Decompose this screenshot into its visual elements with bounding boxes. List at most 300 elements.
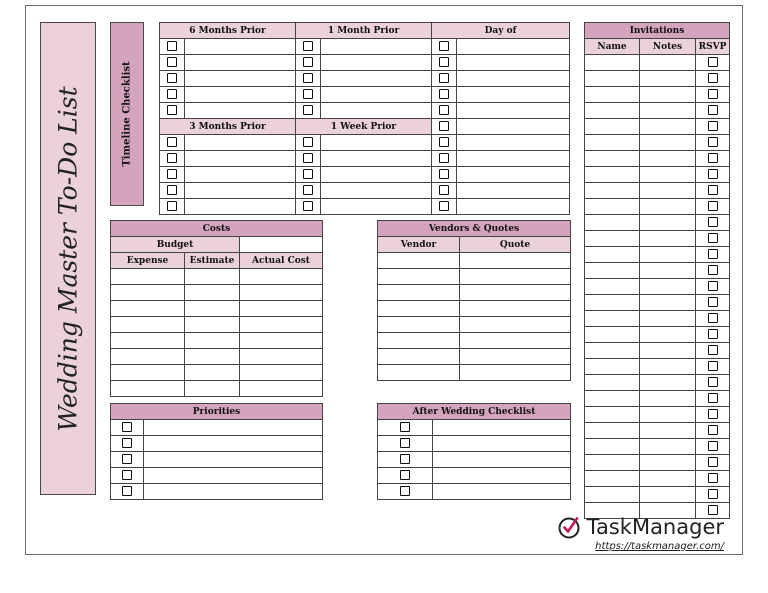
task-checkbox-cell[interactable] <box>296 55 321 71</box>
task-checkbox-cell[interactable] <box>432 119 457 135</box>
rsvp-checkbox-cell[interactable] <box>696 215 730 231</box>
guest-notes-cell[interactable] <box>640 455 696 471</box>
actual-cost-cell[interactable] <box>240 285 323 301</box>
guest-name-cell[interactable] <box>585 87 640 103</box>
priority-checkbox-cell[interactable] <box>111 420 144 436</box>
task-checkbox-cell[interactable] <box>160 183 185 199</box>
priority-checkbox-cell[interactable] <box>111 468 144 484</box>
checkbox[interactable] <box>400 470 410 480</box>
task-checkbox-cell[interactable] <box>296 103 321 119</box>
task-cell[interactable] <box>185 183 296 199</box>
actual-cost-cell[interactable] <box>240 317 323 333</box>
after-task-cell[interactable] <box>433 484 571 500</box>
vendor-row <box>378 317 571 333</box>
task-cell[interactable] <box>185 151 296 167</box>
checkbox[interactable] <box>708 345 718 355</box>
checkbox[interactable] <box>708 505 718 515</box>
vendor-cell[interactable] <box>378 253 460 269</box>
task-cell[interactable] <box>457 39 570 55</box>
rsvp-checkbox-cell[interactable] <box>696 487 730 503</box>
task-checkbox-cell[interactable] <box>432 39 457 55</box>
priority-cell[interactable] <box>144 452 323 468</box>
checkbox[interactable] <box>167 73 177 83</box>
rsvp-checkbox-cell[interactable] <box>696 199 730 215</box>
task-checkbox-cell[interactable] <box>432 151 457 167</box>
rsvp-checkbox-cell[interactable] <box>696 151 730 167</box>
checkbox[interactable] <box>122 486 132 496</box>
task-checkbox-cell[interactable] <box>160 55 185 71</box>
estimate-cell[interactable] <box>185 317 240 333</box>
guest-notes-cell[interactable] <box>640 295 696 311</box>
after-task-cell[interactable] <box>433 436 571 452</box>
guest-name-cell[interactable] <box>585 375 640 391</box>
rsvp-checkbox-cell[interactable] <box>696 423 730 439</box>
invitations-title: Invitations <box>585 23 730 39</box>
expense-cell[interactable] <box>111 333 185 349</box>
checkbox[interactable] <box>708 361 718 371</box>
checkbox[interactable] <box>708 57 718 67</box>
task-checkbox-cell[interactable] <box>296 39 321 55</box>
rsvp-checkbox-cell[interactable] <box>696 87 730 103</box>
task-cell[interactable] <box>321 167 432 183</box>
checkbox[interactable] <box>439 185 449 195</box>
quote-cell[interactable] <box>460 301 571 317</box>
guest-notes-cell[interactable] <box>640 215 696 231</box>
vendor-row <box>378 285 571 301</box>
checkbox[interactable] <box>303 201 313 211</box>
checkbox[interactable] <box>122 422 132 432</box>
rsvp-checkbox-cell[interactable] <box>696 119 730 135</box>
task-cell[interactable] <box>321 55 432 71</box>
guest-notes-cell[interactable] <box>640 167 696 183</box>
vendor-cell[interactable] <box>378 285 460 301</box>
guest-name-cell[interactable] <box>585 71 640 87</box>
checkbox[interactable] <box>439 73 449 83</box>
guest-name-cell[interactable] <box>585 471 640 487</box>
rsvp-checkbox-cell[interactable] <box>696 295 730 311</box>
checkbox[interactable] <box>439 153 449 163</box>
guest-notes-cell[interactable] <box>640 103 696 119</box>
checkbox[interactable] <box>708 441 718 451</box>
vendor-row <box>378 301 571 317</box>
guest-notes-cell[interactable] <box>640 263 696 279</box>
priority-cell[interactable] <box>144 468 323 484</box>
after-task-cell[interactable] <box>433 420 571 436</box>
checkbox[interactable] <box>708 409 718 419</box>
task-cell[interactable] <box>185 103 296 119</box>
checkbox[interactable] <box>167 153 177 163</box>
checkbox[interactable] <box>303 137 313 147</box>
checkbox[interactable] <box>167 169 177 179</box>
after-task-cell[interactable] <box>433 468 571 484</box>
task-cell[interactable] <box>185 87 296 103</box>
expense-cell[interactable] <box>111 285 185 301</box>
checkbox[interactable] <box>708 425 718 435</box>
checkbox[interactable] <box>708 313 718 323</box>
priority-checkbox-cell[interactable] <box>111 484 144 500</box>
guest-notes-cell[interactable] <box>640 199 696 215</box>
checkbox[interactable] <box>400 438 410 448</box>
timeline-section-1-month: 1 Month Prior <box>296 23 432 39</box>
after-checkbox-cell[interactable] <box>378 436 433 452</box>
checkbox[interactable] <box>708 185 718 195</box>
task-checkbox-cell[interactable] <box>160 103 185 119</box>
rsvp-checkbox-cell[interactable] <box>696 439 730 455</box>
expense-cell[interactable] <box>111 301 185 317</box>
guest-notes-cell[interactable] <box>640 311 696 327</box>
task-cell[interactable] <box>457 151 570 167</box>
task-checkbox-cell[interactable] <box>432 167 457 183</box>
checkbox[interactable] <box>167 89 177 99</box>
checkbox[interactable] <box>708 233 718 243</box>
task-cell[interactable] <box>457 55 570 71</box>
checkbox[interactable] <box>439 57 449 67</box>
vendor-cell[interactable] <box>378 333 460 349</box>
task-cell[interactable] <box>185 39 296 55</box>
guest-notes-cell[interactable] <box>640 183 696 199</box>
rsvp-checkbox-cell[interactable] <box>696 375 730 391</box>
guest-name-cell[interactable] <box>585 439 640 455</box>
task-checkbox-cell[interactable] <box>296 183 321 199</box>
timeline-section-6-months: 6 Months Prior <box>160 23 296 39</box>
rsvp-checkbox-cell[interactable] <box>696 103 730 119</box>
checkbox[interactable] <box>708 393 718 403</box>
rsvp-checkbox-cell[interactable] <box>696 407 730 423</box>
guest-notes-cell[interactable] <box>640 279 696 295</box>
vendors-table <box>377 220 571 381</box>
task-checkbox-cell[interactable] <box>432 135 457 151</box>
invitations-col-rsvp: RSVP <box>696 39 730 55</box>
rsvp-checkbox-cell[interactable] <box>696 135 730 151</box>
guest-notes-cell[interactable] <box>640 55 696 71</box>
brand-url[interactable]: https://taskmanager.com/ <box>595 541 724 552</box>
checkbox[interactable] <box>708 73 718 83</box>
expense-cell[interactable] <box>111 349 185 365</box>
task-checkbox-cell[interactable] <box>160 151 185 167</box>
guest-name-cell[interactable] <box>585 455 640 471</box>
actual-cost-cell[interactable] <box>240 301 323 317</box>
quote-cell[interactable] <box>460 333 571 349</box>
checkbox[interactable] <box>167 185 177 195</box>
vendor-cell[interactable] <box>378 365 460 381</box>
task-cell[interactable] <box>457 71 570 87</box>
task-checkbox-cell[interactable] <box>432 87 457 103</box>
estimate-cell[interactable] <box>185 333 240 349</box>
guest-name-cell[interactable] <box>585 103 640 119</box>
checkbox[interactable] <box>708 457 718 467</box>
task-checkbox-cell[interactable] <box>432 103 457 119</box>
task-cell[interactable] <box>321 103 432 119</box>
checkbox[interactable] <box>167 137 177 147</box>
checkbox[interactable] <box>122 470 132 480</box>
checkbox[interactable] <box>439 169 449 179</box>
checkbox[interactable] <box>303 89 313 99</box>
task-cell[interactable] <box>321 87 432 103</box>
checkbox[interactable] <box>439 89 449 99</box>
task-checkbox-cell[interactable] <box>432 183 457 199</box>
estimate-cell[interactable] <box>185 301 240 317</box>
guest-name-cell[interactable] <box>585 311 640 327</box>
rsvp-checkbox-cell[interactable] <box>696 327 730 343</box>
after-checkbox-cell[interactable] <box>378 452 433 468</box>
actual-cost-cell[interactable] <box>240 365 323 381</box>
task-checkbox-cell[interactable] <box>296 167 321 183</box>
checkbox[interactable] <box>708 329 718 339</box>
rsvp-checkbox-cell[interactable] <box>696 455 730 471</box>
costs-row <box>111 301 323 317</box>
after-task-cell[interactable] <box>433 452 571 468</box>
task-checkbox-cell[interactable] <box>296 71 321 87</box>
guest-notes-cell[interactable] <box>640 119 696 135</box>
rsvp-checkbox-cell[interactable] <box>696 471 730 487</box>
checkbox[interactable] <box>122 438 132 448</box>
checkbox[interactable] <box>708 89 718 99</box>
guest-notes-cell[interactable] <box>640 375 696 391</box>
task-checkbox-cell[interactable] <box>296 135 321 151</box>
guest-notes-cell[interactable] <box>640 391 696 407</box>
checkbox[interactable] <box>167 105 177 115</box>
guest-notes-cell[interactable] <box>640 487 696 503</box>
checkbox[interactable] <box>400 486 410 496</box>
rsvp-checkbox-cell[interactable] <box>696 391 730 407</box>
vendor-cell[interactable] <box>378 269 460 285</box>
checkbox[interactable] <box>708 265 718 275</box>
guest-name-cell[interactable] <box>585 487 640 503</box>
task-cell[interactable] <box>185 55 296 71</box>
priority-checkbox-cell[interactable] <box>111 436 144 452</box>
checkbox[interactable] <box>303 41 313 51</box>
estimate-cell[interactable] <box>185 269 240 285</box>
checkbox[interactable] <box>303 169 313 179</box>
guest-name-cell[interactable] <box>585 327 640 343</box>
task-checkbox-cell[interactable] <box>160 167 185 183</box>
rsvp-checkbox-cell[interactable] <box>696 183 730 199</box>
guest-name-cell[interactable] <box>585 279 640 295</box>
checkbox[interactable] <box>708 217 718 227</box>
expense-cell[interactable] <box>111 269 185 285</box>
task-cell[interactable] <box>457 167 570 183</box>
checkbox[interactable] <box>439 201 449 211</box>
quote-cell[interactable] <box>460 269 571 285</box>
checkbox[interactable] <box>708 201 718 211</box>
task-checkbox-cell[interactable] <box>160 135 185 151</box>
priorities-title: Priorities <box>111 404 323 420</box>
checkbox[interactable] <box>400 422 410 432</box>
task-checkbox-cell[interactable] <box>432 55 457 71</box>
checkbox[interactable] <box>400 454 410 464</box>
task-cell[interactable] <box>321 135 432 151</box>
checkbox[interactable] <box>708 489 718 499</box>
checkbox[interactable] <box>439 121 449 131</box>
checkbox[interactable] <box>122 454 132 464</box>
vendor-cell[interactable] <box>378 349 460 365</box>
actual-cost-cell[interactable] <box>240 381 323 397</box>
task-cell[interactable] <box>457 87 570 103</box>
guest-name-cell[interactable] <box>585 119 640 135</box>
checkbox[interactable] <box>303 73 313 83</box>
checkbox[interactable] <box>167 41 177 51</box>
guest-notes-cell[interactable] <box>640 471 696 487</box>
timeline-row <box>160 151 570 167</box>
guest-name-cell[interactable] <box>585 343 640 359</box>
rsvp-checkbox-cell[interactable] <box>696 55 730 71</box>
costs-row <box>111 365 323 381</box>
task-cell[interactable] <box>321 39 432 55</box>
guest-name-cell[interactable] <box>585 391 640 407</box>
rsvp-checkbox-cell[interactable] <box>696 343 730 359</box>
checkbox[interactable] <box>708 377 718 387</box>
expense-cell[interactable] <box>111 381 185 397</box>
rsvp-checkbox-cell[interactable] <box>696 231 730 247</box>
timeline-row <box>160 167 570 183</box>
rsvp-checkbox-cell[interactable] <box>696 359 730 375</box>
guest-name-cell[interactable] <box>585 247 640 263</box>
vendor-cell[interactable] <box>378 317 460 333</box>
after-checkbox-cell[interactable] <box>378 468 433 484</box>
task-checkbox-cell[interactable] <box>296 199 321 215</box>
priority-cell[interactable] <box>144 420 323 436</box>
guest-name-cell[interactable] <box>585 167 640 183</box>
checkbox[interactable] <box>708 281 718 291</box>
guest-notes-cell[interactable] <box>640 151 696 167</box>
guest-notes-cell[interactable] <box>640 407 696 423</box>
task-cell[interactable] <box>185 199 296 215</box>
guest-name-cell[interactable] <box>585 407 640 423</box>
quote-cell[interactable] <box>460 317 571 333</box>
task-cell[interactable] <box>321 199 432 215</box>
priority-cell[interactable] <box>144 484 323 500</box>
task-cell[interactable] <box>321 71 432 87</box>
checkbox[interactable] <box>708 121 718 131</box>
checkbox[interactable] <box>708 153 718 163</box>
guest-name-cell[interactable] <box>585 359 640 375</box>
after-checkbox-cell[interactable] <box>378 420 433 436</box>
invitation-row <box>585 295 730 311</box>
guest-notes-cell[interactable] <box>640 359 696 375</box>
timeline-row <box>160 103 570 119</box>
task-checkbox-cell[interactable] <box>160 199 185 215</box>
checkbox[interactable] <box>439 137 449 147</box>
checkbox[interactable] <box>303 57 313 67</box>
actual-cost-cell[interactable] <box>240 349 323 365</box>
priority-checkbox-cell[interactable] <box>111 452 144 468</box>
rsvp-checkbox-cell[interactable] <box>696 167 730 183</box>
rsvp-checkbox-cell[interactable] <box>696 263 730 279</box>
task-checkbox-cell[interactable] <box>296 87 321 103</box>
checkbox[interactable] <box>708 297 718 307</box>
checkbox[interactable] <box>303 153 313 163</box>
expense-cell[interactable] <box>111 365 185 381</box>
checkbox[interactable] <box>708 473 718 483</box>
priorities-table <box>110 403 323 500</box>
task-cell[interactable] <box>457 199 570 215</box>
vendor-cell[interactable] <box>378 301 460 317</box>
task-cell[interactable] <box>321 151 432 167</box>
estimate-cell[interactable] <box>185 381 240 397</box>
invitation-row <box>585 471 730 487</box>
checkbox[interactable] <box>708 105 718 115</box>
guest-notes-cell[interactable] <box>640 343 696 359</box>
task-cell[interactable] <box>457 119 570 135</box>
expense-cell[interactable] <box>111 317 185 333</box>
timeline-row <box>160 87 570 103</box>
guest-notes-cell[interactable] <box>640 71 696 87</box>
guest-notes-cell[interactable] <box>640 87 696 103</box>
task-cell[interactable] <box>185 71 296 87</box>
guest-name-cell[interactable] <box>585 199 640 215</box>
task-checkbox-cell[interactable] <box>432 199 457 215</box>
quote-cell[interactable] <box>460 253 571 269</box>
task-cell[interactable] <box>457 103 570 119</box>
priority-cell[interactable] <box>144 436 323 452</box>
after-checkbox-cell[interactable] <box>378 484 433 500</box>
checkbox[interactable] <box>708 169 718 179</box>
checkbox[interactable] <box>303 105 313 115</box>
task-checkbox-cell[interactable] <box>160 71 185 87</box>
task-cell[interactable] <box>185 167 296 183</box>
guest-notes-cell[interactable] <box>640 231 696 247</box>
guest-notes-cell[interactable] <box>640 327 696 343</box>
quote-cell[interactable] <box>460 349 571 365</box>
guest-notes-cell[interactable] <box>640 423 696 439</box>
invitation-row <box>585 135 730 151</box>
guest-name-cell[interactable] <box>585 135 640 151</box>
rsvp-checkbox-cell[interactable] <box>696 311 730 327</box>
task-checkbox-cell[interactable] <box>160 87 185 103</box>
actual-cost-cell[interactable] <box>240 333 323 349</box>
checkbox[interactable] <box>167 201 177 211</box>
guest-notes-cell[interactable] <box>640 439 696 455</box>
task-cell[interactable] <box>321 183 432 199</box>
guest-notes-cell[interactable] <box>640 247 696 263</box>
guest-name-cell[interactable] <box>585 263 640 279</box>
task-checkbox-cell[interactable] <box>160 39 185 55</box>
budget-value[interactable] <box>240 237 323 253</box>
checkbox[interactable] <box>708 249 718 259</box>
task-cell[interactable] <box>457 183 570 199</box>
task-checkbox-cell[interactable] <box>432 71 457 87</box>
guest-name-cell[interactable] <box>585 55 640 71</box>
guest-notes-cell[interactable] <box>640 135 696 151</box>
quote-cell[interactable] <box>460 285 571 301</box>
checkbox[interactable] <box>303 185 313 195</box>
task-cell[interactable] <box>457 135 570 151</box>
checkbox[interactable] <box>439 105 449 115</box>
invitation-row <box>585 455 730 471</box>
task-checkbox-cell[interactable] <box>296 151 321 167</box>
guest-name-cell[interactable] <box>585 215 640 231</box>
estimate-cell[interactable] <box>185 349 240 365</box>
checkbox[interactable] <box>439 41 449 51</box>
rsvp-checkbox-cell[interactable] <box>696 279 730 295</box>
estimate-cell[interactable] <box>185 285 240 301</box>
task-cell[interactable] <box>185 135 296 151</box>
estimate-cell[interactable] <box>185 365 240 381</box>
guest-name-cell[interactable] <box>585 151 640 167</box>
rsvp-checkbox-cell[interactable] <box>696 247 730 263</box>
quote-cell[interactable] <box>460 365 571 381</box>
checkbox[interactable] <box>167 57 177 67</box>
checkbox[interactable] <box>708 137 718 147</box>
rsvp-checkbox-cell[interactable] <box>696 71 730 87</box>
guest-name-cell[interactable] <box>585 295 640 311</box>
guest-name-cell[interactable] <box>585 231 640 247</box>
brand-logo <box>557 515 724 552</box>
guest-name-cell[interactable] <box>585 423 640 439</box>
after-wedding-table <box>377 403 571 500</box>
guest-name-cell[interactable] <box>585 183 640 199</box>
actual-cost-cell[interactable] <box>240 269 323 285</box>
